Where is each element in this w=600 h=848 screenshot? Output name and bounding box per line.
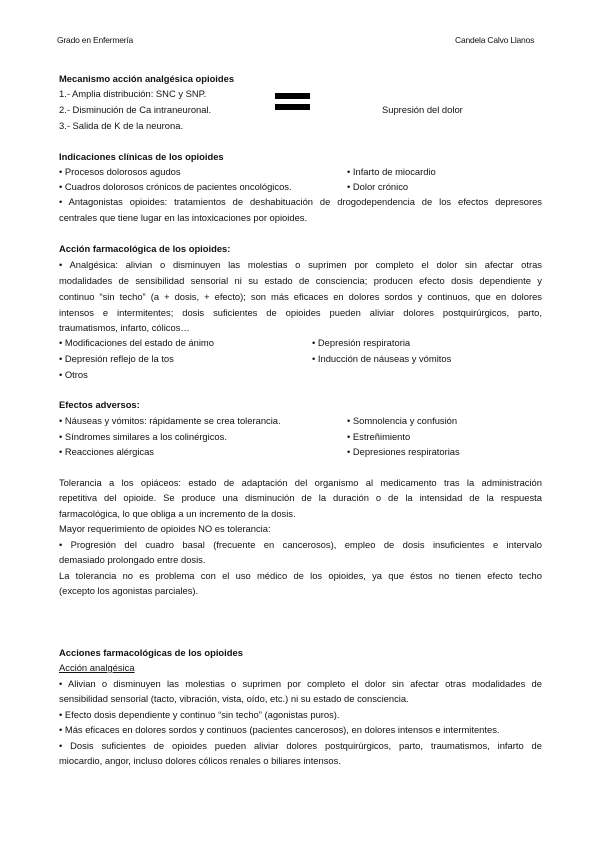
accion-line: intensos e intermitentes; dosis suficientes de opioides pueden aliviar dolores postquirúrgicos, parto, (59, 307, 542, 318)
acciones-line: sensibilidad sensorial (tacto, vibración, vista, oído, etc.) ni su estado de consciencia. (59, 693, 409, 704)
tolerancia-line: (excepto los agonistas parciales). (59, 585, 199, 596)
accion-item: • Modificaciones del estado de ánimo (59, 337, 214, 348)
mecanismo-item: 2.- Disminución de Ca intraneuronal. (59, 104, 212, 115)
section-title-accion: Acción farmacológica de los opioides: (59, 243, 231, 254)
accion-item: • Depresión reflejo de la tos (59, 353, 174, 364)
accion-item: • Depresión respiratoria (312, 337, 411, 348)
acciones-line: • Más eficaces en dolores sordos y continuos (pacientes cancerosos), en dolores intensos e intermitentes. (59, 724, 500, 735)
section-title-indicaciones: Indicaciones clínicas de los opioides (59, 151, 224, 162)
accion-item: • Otros (59, 369, 88, 380)
mecanismo-item: 1.- Amplia distribución: SNC y SNP. (59, 88, 207, 99)
indicaciones-item: • Infarto de miocardio (347, 166, 436, 177)
efectos-item: • Síndromes similares a los colinérgicos. (59, 431, 227, 442)
tolerancia-line: Tolerancia a los opiáceos: estado de adaptación del organismo al medicamento tras la administración (59, 477, 542, 488)
section-title-efectos: Efectos adversos: (59, 399, 140, 410)
indicaciones-item: • Procesos dolorosos agudos (59, 166, 181, 177)
mecanismo-result: Supresión del dolor (382, 104, 463, 115)
tolerancia-line: farmacológica, lo que obliga a un incremento de la dosis. (59, 508, 296, 519)
efectos-item: • Depresiones respiratorias (347, 446, 460, 457)
tolerancia-line: La tolerancia no es problema con el uso médico de los opioides, ya que éstos no tienen efecto techo (59, 570, 542, 581)
mecanismo-item: 3.- Salida de K de la neurona. (59, 120, 184, 131)
section-title-mecanismo: Mecanismo acción analgésica opioides (59, 73, 235, 84)
header-right: Candela Calvo Llanos (455, 35, 535, 45)
efectos-item: • Náuseas y vómitos: rápidamente se crea tolerancia. (59, 415, 281, 426)
equals-sign-bottom-bar (275, 104, 310, 110)
accion-line: continuo “sin techo” (a + dosis, + efecto); son más eficaces en dolores sordos y continuos, que en dolores (59, 291, 542, 302)
tolerancia-line: Mayor requerimiento de opioides NO es tolerancia: (59, 523, 271, 534)
acciones-line: • Alivian o disminuyen las molestias o suprimen por completo el dolor sin afectar otras modalidades de (59, 678, 542, 689)
accion-line: modalidades de sensibilidad sensorial ni su estado de consciencia; producen efecto dosis dependiente y (59, 275, 542, 286)
acciones-line: • Dosis suficientes de opioides pueden aliviar dolores postquirúrgicos, parto, traumatismos, infarto de (59, 740, 542, 751)
indicaciones-line: centrales que tiene lugar en las intoxicaciones por opioides. (59, 212, 308, 223)
accion-item: • Inducción de náuseas y vómitos (312, 353, 452, 364)
efectos-item: • Reacciones alérgicas (59, 446, 154, 457)
tolerancia-line: • Progresión del cuadro basal (frecuente en cancerosos), empleo de dosis insuficientes e intervalo (59, 539, 542, 550)
acciones-line: miocardio, angor, incluso dolores cólicos renales o biliares intensos. (59, 755, 341, 766)
section-title-acciones: Acciones farmacológicas de los opioides (59, 647, 243, 658)
indicaciones-item: • Cuadros dolorosos crónicos de pacientes oncológicos. (59, 181, 292, 192)
indicaciones-line: • Antagonistas opioides: tratamientos de deshabituación de drogodependencia de los efectos depresores (59, 196, 542, 207)
header-left: Grado en Enfermería (57, 35, 134, 45)
subsection-title-accion-analgesica: Acción analgésica (59, 662, 135, 673)
indicaciones-item: • Dolor crónico (347, 181, 409, 192)
efectos-item: • Estreñimiento (347, 431, 411, 442)
accion-line: traumatismos, infarto, cólicos… (59, 322, 190, 333)
tolerancia-line: repetitiva del opioide. Se produce una disminución de la duración o de la intensidad de la respuesta (59, 492, 542, 503)
tolerancia-line: demasiado prolongado entre dosis. (59, 554, 206, 565)
accion-line: • Analgésica: alivian o disminuyen las molestias o suprimen por completo el dolor sin afectar otras (59, 259, 542, 270)
acciones-line: • Efecto dosis dependiente y continuo “sin techo” (agonistas puros). (59, 709, 340, 720)
efectos-item: • Somnolencia y confusión (347, 415, 458, 426)
equals-sign-top-bar (275, 93, 310, 99)
